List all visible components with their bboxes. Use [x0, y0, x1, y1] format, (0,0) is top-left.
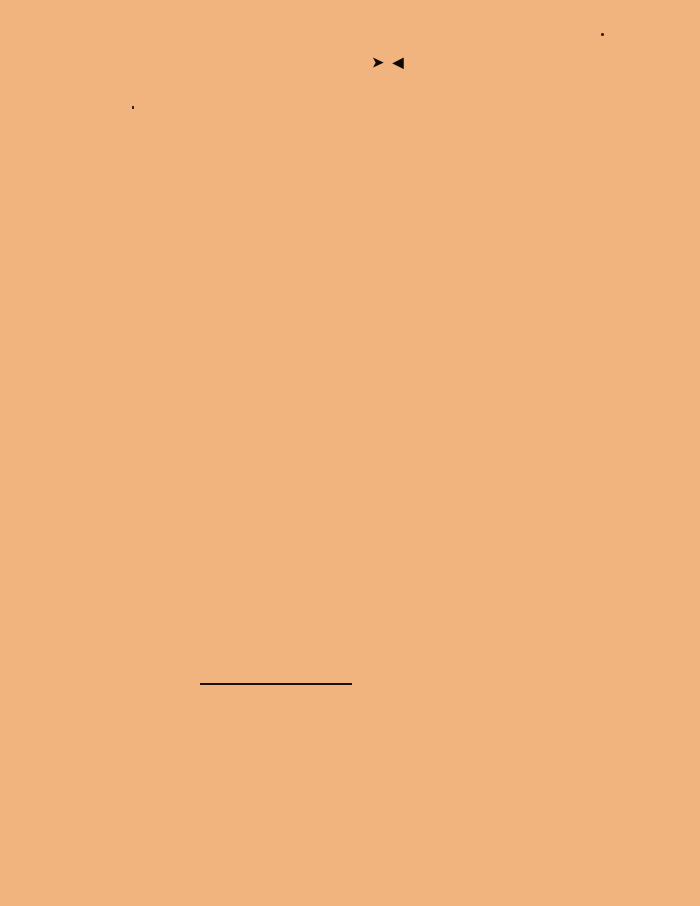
footnote-rule [200, 683, 352, 685]
ink-speck [132, 106, 134, 109]
margin-note [94, 160, 186, 163]
ornament-right-icon: ◀ [392, 55, 405, 71]
ornament-left-icon: ➤ [372, 55, 385, 71]
ink-speck [601, 33, 604, 36]
page-number [368, 48, 409, 76]
